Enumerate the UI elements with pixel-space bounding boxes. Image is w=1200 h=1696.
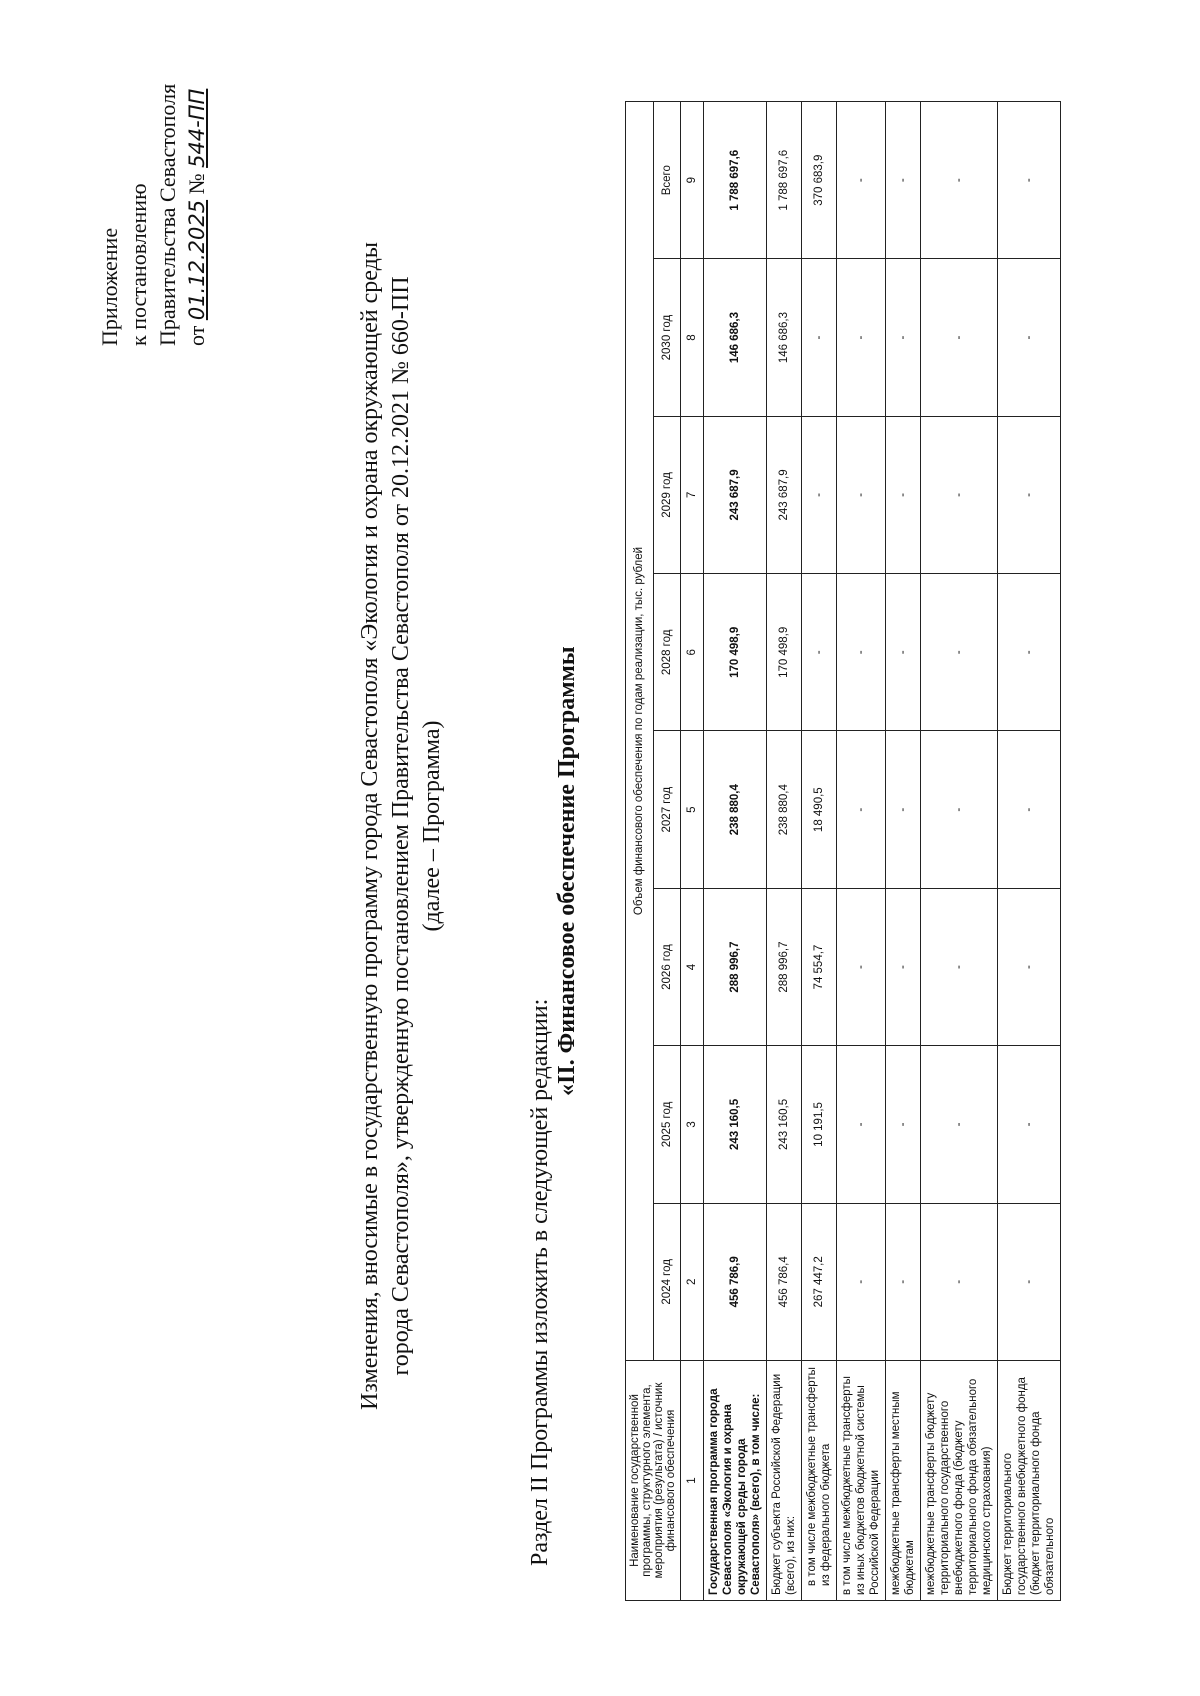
row-value: - [998, 1203, 1061, 1360]
appendix-date-line [182, 46, 212, 346]
row-value: - [837, 1046, 886, 1203]
row-value: 18 490,5 [802, 731, 837, 888]
changes-title-line-1: Изменения, вносимые в государственную программу города Севастополя «Экология и охрана окружающей среды [357, 242, 383, 1410]
row-value: - [921, 1203, 998, 1360]
row-value: 456 786,9 [704, 1203, 767, 1360]
row-value: - [837, 1203, 886, 1360]
column-number: 5 [681, 731, 704, 888]
row-value: - [998, 259, 1061, 416]
column-number: 1 [681, 1361, 704, 1601]
row-value: - [837, 259, 886, 416]
changes-title-line-2: города Севастополя», утвержденную постановлением Правительства Севастополя от 20.12.2021 № 660-ПП [388, 276, 414, 1376]
changes-title-line-3: (далее – Программа) [419, 720, 445, 932]
date-prefix: от [184, 325, 209, 346]
row-value: 456 786,4 [767, 1203, 802, 1360]
table-row-local-transfers [886, 102, 921, 1601]
row-value: - [921, 574, 998, 731]
row-value: - [921, 259, 998, 416]
row-value: - [921, 102, 998, 259]
column-number: 3 [681, 1046, 704, 1203]
row-value: 288 996,7 [767, 888, 802, 1045]
row-value: 243 687,9 [767, 416, 802, 573]
column-number-row [681, 102, 704, 1601]
row-value: - [837, 416, 886, 573]
row-value: 267 447,2 [802, 1203, 837, 1360]
table-row-federal-transfers [802, 102, 837, 1601]
row-value: - [921, 888, 998, 1045]
row-name: межбюджетные трансферты бюджету территориального государственного внебюджетного фонда (бюджету территориального фонда обязательного медицинского страхования) [921, 1361, 998, 1601]
year-header: 2029 год [653, 416, 681, 573]
row-value: - [886, 416, 921, 573]
row-value: - [802, 416, 837, 573]
row-value: - [886, 1046, 921, 1203]
row-value: - [998, 731, 1061, 888]
row-value: 146 686,3 [767, 259, 802, 416]
section-intro: Раздел II Программы изложить в следующей редакции: [527, 998, 553, 1566]
table-row-extrabudgetary-fund-budget [998, 102, 1061, 1601]
row-value: 10 191,5 [802, 1046, 837, 1203]
row-value: 1 788 697,6 [767, 102, 802, 259]
row-value: - [886, 1203, 921, 1360]
row-value: - [802, 259, 837, 416]
row-value: - [837, 102, 886, 259]
appendix-line-3: Правительства Севастополя [155, 83, 180, 346]
row-name: межбюджетные трансферты местным бюджетам [886, 1361, 921, 1601]
row-value: - [886, 888, 921, 1045]
row-value: - [886, 574, 921, 731]
row-value: 146 686,3 [704, 259, 767, 416]
row-value: 170 498,9 [704, 574, 767, 731]
row-value: - [998, 416, 1061, 573]
column-number: 8 [681, 259, 704, 416]
row-name: в том числе межбюджетные трансферты из федерального бюджета [802, 1361, 837, 1601]
table-row-regional-budget [767, 102, 802, 1601]
row-name: Бюджет субъекта Российской Федерации (всего), из них: [767, 1361, 802, 1601]
table-row-program-total [704, 102, 767, 1601]
year-header: 2024 год [653, 1203, 681, 1360]
financing-group-header: Объем финансового обеспечения по годам реализации, тыс. рублей [626, 102, 654, 1361]
row-value: 243 687,9 [704, 416, 767, 573]
row-value: - [998, 102, 1061, 259]
table-row-extrabudgetary-fund-transfers [921, 102, 998, 1601]
year-header: 2028 год [653, 574, 681, 731]
year-header: 2026 год [653, 888, 681, 1045]
row-value: 243 160,5 [704, 1046, 767, 1203]
column-number: 6 [681, 574, 704, 731]
year-header: 2025 год [653, 1046, 681, 1203]
year-header: 2030 год [653, 259, 681, 416]
column-number: 2 [681, 1203, 704, 1360]
row-value: - [998, 888, 1061, 1045]
row-value: 238 880,4 [767, 731, 802, 888]
row-value: - [886, 102, 921, 259]
row-value: - [998, 1046, 1061, 1203]
row-value: 74 554,7 [802, 888, 837, 1045]
appendix-line-2: к постановлению [126, 183, 151, 346]
row-value: - [921, 731, 998, 888]
row-value: 1 788 697,6 [704, 102, 767, 259]
row-value: - [921, 1046, 998, 1203]
table-row-other-budget-transfers [837, 102, 886, 1601]
row-value: - [921, 416, 998, 573]
section-title: «II. Финансовое обеспечение Программы [554, 646, 580, 1096]
column-number: 4 [681, 888, 704, 1045]
row-value: - [998, 574, 1061, 731]
appendix-block [95, 46, 212, 346]
row-value: 243 160,5 [767, 1046, 802, 1203]
row-name: Государственная программа города Севастополя «Экология и охрана окружающей среды города Севастополя» (всего), в том числе: [704, 1361, 767, 1601]
changes-title [355, 76, 448, 1576]
row-value: - [886, 259, 921, 416]
row-value: - [837, 731, 886, 888]
row-value: - [837, 888, 886, 1045]
row-value: - [837, 574, 886, 731]
row-value: 370 683,9 [802, 102, 837, 259]
date-value: 01.12.2025 [185, 199, 209, 321]
column-number: 7 [681, 416, 704, 573]
number-prefix: № [184, 173, 209, 195]
row-value: 170 498,9 [767, 574, 802, 731]
number-value: 544-ПП [185, 88, 209, 168]
row-value: 288 996,7 [704, 888, 767, 1045]
row-value: - [886, 731, 921, 888]
financing-table [625, 101, 1061, 1601]
appendix-line-1: Приложение [97, 227, 122, 346]
row-name: в том числе межбюджетные трансферты из иных бюджетов бюджетной системы Российской Федерации [837, 1361, 886, 1601]
name-column-header: Наименование государственной программы, структурного элемента, мероприятия (результата) / источник финансового обеспечения [626, 1361, 681, 1601]
year-header: 2027 год [653, 731, 681, 888]
row-value: 238 880,4 [704, 731, 767, 888]
row-name: Бюджет территориального государственного внебюджетного фонда (бюджет территориального фонда обязательного [998, 1361, 1061, 1601]
total-header: Всего [653, 102, 681, 259]
column-number: 9 [681, 102, 704, 259]
row-value: - [802, 574, 837, 731]
